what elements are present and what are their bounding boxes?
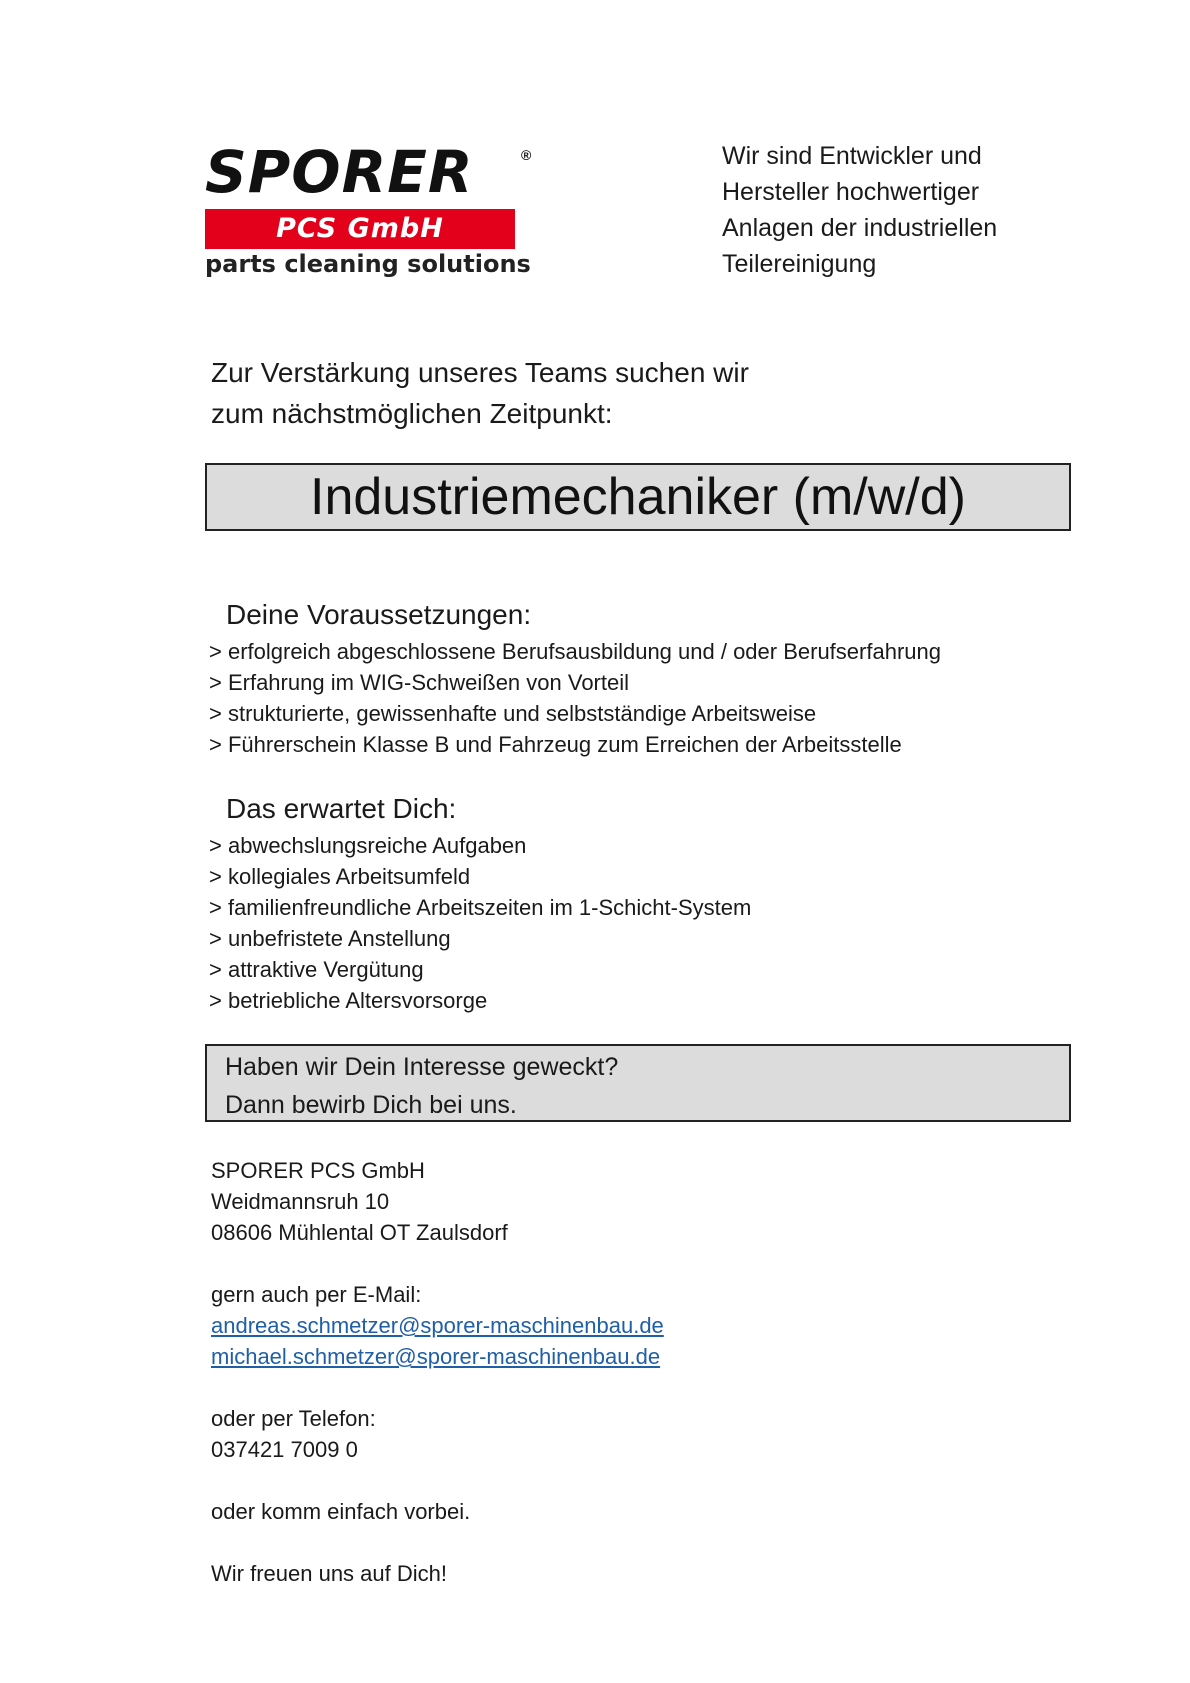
list-item: > Führerschein Klasse B und Fahrzeug zum Erreichen der Arbeitsstelle	[209, 732, 902, 757]
spacer	[211, 1248, 664, 1279]
list-item: > strukturierte, gewissenhafte und selbstständige Arbeitsweise	[209, 701, 817, 726]
logo-registered-mark: ®	[521, 147, 532, 163]
email-link-andreas[interactable]: andreas.schmetzer@sporer-maschinenbau.de	[211, 1313, 664, 1338]
intro-line: Teilereinigung	[722, 250, 877, 278]
email-intro: gern auch per E-Mail:	[211, 1282, 422, 1307]
intro-line: Wir sind Entwickler und	[722, 142, 982, 170]
company-intro	[722, 138, 1062, 282]
company-logo	[205, 138, 545, 283]
spacer	[211, 1465, 664, 1496]
list-item: > Erfahrung im WIG-Schweißen von Vorteil	[209, 670, 629, 695]
closing-text: Wir freuen uns auf Dich!	[211, 1561, 447, 1586]
phone-intro: oder per Telefon:	[211, 1406, 376, 1431]
list-item: > familienfreundliche Arbeitszeiten im 1-Schicht-System	[209, 895, 752, 920]
interest-callout	[205, 1044, 1071, 1122]
list-item: > betriebliche Altersvorsorge	[209, 988, 488, 1013]
intro-line: Hersteller hochwertiger	[722, 178, 980, 206]
requirements-heading: Deine Voraussetzungen:	[226, 599, 532, 630]
search-line: zum nächstmöglichen Zeitpunkt:	[211, 398, 613, 429]
logo-tagline: parts cleaning solutions	[205, 250, 531, 278]
contact-company: SPORER PCS GmbH	[211, 1158, 425, 1183]
interest-line: Dann bewirb Dich bei uns.	[225, 1091, 517, 1119]
list-item: > erfolgreich abgeschlossene Berufsausbildung und / oder Berufserfahrung	[209, 639, 941, 664]
job-title: Industriemechaniker (m/w/d)	[205, 463, 1071, 531]
benefits-heading: Das erwartet Dich:	[226, 793, 457, 824]
logo-wordmark: SPORER	[205, 138, 474, 206]
email-link-michael[interactable]: michael.schmetzer@sporer-maschinenbau.de	[211, 1344, 661, 1369]
list-item: > attraktive Vergütung	[209, 957, 424, 982]
phone-number: 037421 7009 0	[211, 1437, 358, 1462]
search-line: Zur Verstärkung unseres Teams suchen wir	[211, 357, 749, 388]
contact-street: Weidmannsruh 10	[211, 1189, 390, 1214]
list-item: > unbefristete Anstellung	[209, 926, 451, 951]
requirements-list	[209, 636, 941, 760]
logo-red-bar: PCS GmbH	[205, 209, 515, 249]
spacer	[211, 1527, 664, 1558]
search-headline	[211, 352, 749, 434]
spacer	[211, 1372, 664, 1403]
contact-block	[211, 1155, 664, 1589]
contact-city: 08606 Mühlental OT Zaulsdorf	[211, 1220, 508, 1245]
benefits-list	[209, 830, 751, 1016]
intro-line: Anlagen der industriellen	[722, 214, 998, 242]
visit-text: oder komm einfach vorbei.	[211, 1499, 471, 1524]
list-item: > kollegiales Arbeitsumfeld	[209, 864, 471, 889]
interest-line: Haben wir Dein Interesse geweckt?	[225, 1053, 619, 1081]
list-item: > abwechslungsreiche Aufgaben	[209, 833, 527, 858]
